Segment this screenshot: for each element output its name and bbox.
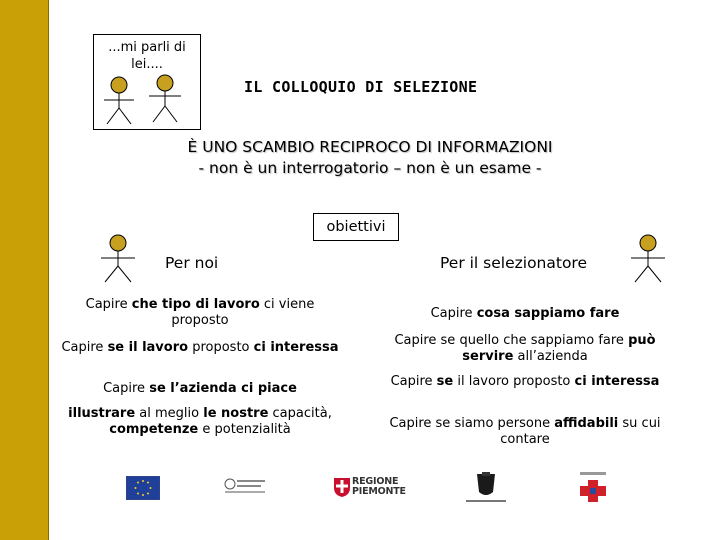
left-sidebar-bar bbox=[0, 0, 49, 540]
intro-speech: ...mi parli di lei.... bbox=[108, 40, 186, 72]
stick-figure-icon bbox=[100, 76, 140, 126]
right-item: Capire se quello che sappiamo fare può servire all’azienda bbox=[394, 333, 656, 364]
ministry-logo-icon bbox=[223, 476, 267, 498]
left-item: Capire se il lavoro proposto ci interessa bbox=[61, 340, 339, 355]
left-item: illustrare al meglio le nostre capacità, competenze e potenzialità bbox=[68, 406, 332, 437]
stick-figure-icon bbox=[145, 74, 185, 124]
provincia-logo-icon bbox=[462, 472, 510, 506]
right-heading: Per il selezionatore bbox=[440, 254, 588, 272]
europe-cross-logo-icon bbox=[576, 472, 610, 504]
right-item: Capire se siamo persone affidabili su cui contare bbox=[389, 416, 661, 447]
left-item: Capire se l’azienda ci piace bbox=[103, 381, 297, 396]
page-title: IL COLLOQUIO DI SELEZIONE bbox=[244, 78, 478, 96]
stick-figure-icon bbox=[628, 234, 668, 284]
right-item: Capire se il lavoro proposto ci interessa bbox=[390, 374, 660, 389]
regione-piemonte-crest-icon bbox=[333, 477, 351, 497]
left-item: Capire che tipo di lavoro ci viene proposto bbox=[85, 297, 315, 328]
eu-flag-logo-icon bbox=[126, 476, 160, 500]
stick-figure-icon bbox=[98, 234, 138, 284]
right-item: Capire cosa sappiamo fare bbox=[430, 306, 620, 321]
regione-piemonte-logo: REGIONE PIEMONTE bbox=[352, 476, 406, 497]
objectives-label: obiettivi bbox=[313, 213, 399, 241]
subtitle-line: È UNO SCAMBIO RECIPROCO DI INFORMAZIONI bbox=[187, 138, 553, 156]
left-heading: Per noi bbox=[165, 254, 219, 272]
subtitle-line: - non è un interrogatorio – non è un esame - bbox=[198, 159, 542, 177]
subtitle bbox=[120, 137, 620, 179]
